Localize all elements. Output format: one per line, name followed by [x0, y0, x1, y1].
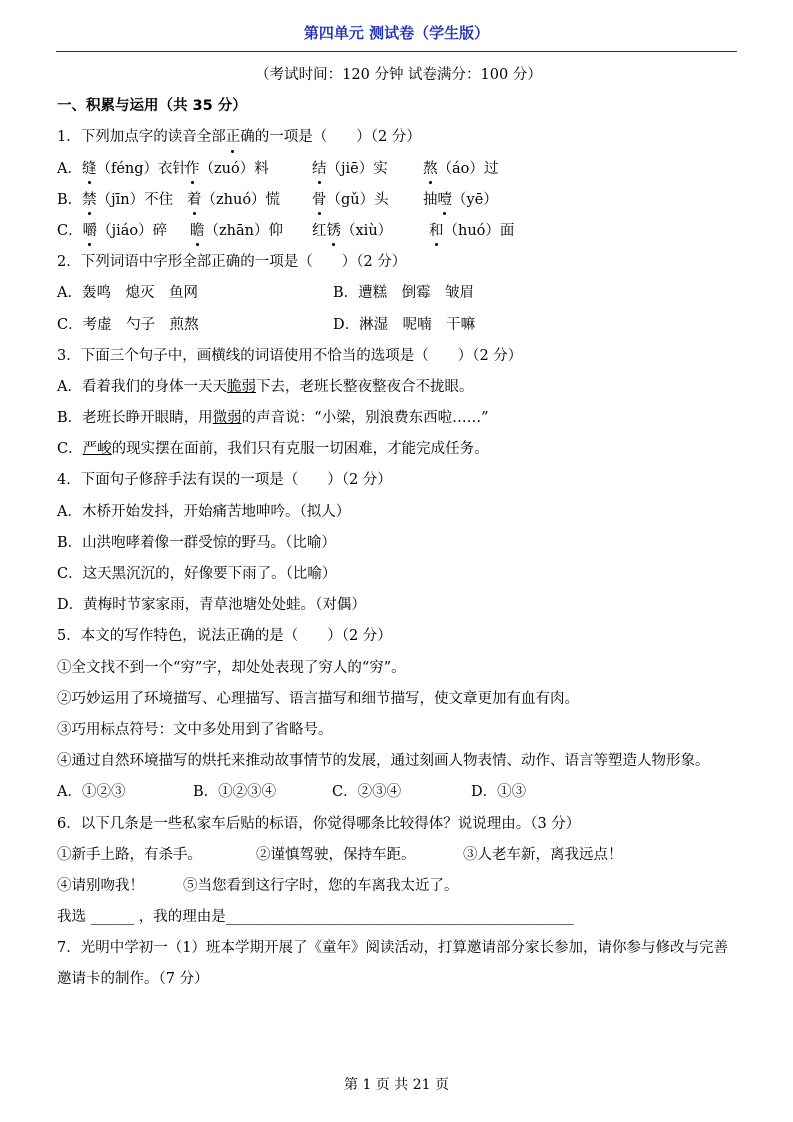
option-b: B．①②③④	[193, 784, 277, 801]
option-text: A．看着我们的身体一天天	[57, 378, 227, 395]
slogan-3: ③人老车新，离我远点！	[463, 846, 623, 863]
dotted-char: 锈	[327, 216, 342, 247]
option-item	[312, 154, 423, 185]
question-3-option-a	[57, 372, 740, 403]
question-4-option-d: D．黄梅时节家家雨，青草池塘处处蛙。（对偶）	[57, 597, 366, 614]
option-pinyin: （zuó）料	[199, 160, 269, 177]
question-5-item-2: ②巧妙运用了环境描写、心理描写、语言描写和细节描写，使文章更加有血有肉。	[57, 690, 579, 707]
dotted-char: 禁	[82, 185, 97, 216]
option-d: D．①③	[471, 784, 527, 801]
question-5-stem: 5．本文的写作特色，说法正确的是（ ）（2 分）	[57, 628, 392, 645]
option-item	[190, 216, 312, 247]
slogan-1: ①新手上路，有杀手。	[57, 846, 202, 863]
option-a: A．①②③	[57, 784, 126, 801]
option-pinyin: （áo）过	[437, 160, 499, 177]
option-prefix: 抽	[423, 191, 438, 208]
question-3-option-b	[57, 403, 740, 434]
header-divider	[56, 51, 737, 52]
option-pinyin: （zhuó）慌	[201, 191, 281, 208]
question-5-item-1: ①全文找不到一个“穷”字，却处处表现了穷人的“穷”。	[57, 659, 406, 676]
option-item	[185, 154, 312, 185]
option-item	[429, 216, 514, 247]
underlined-word: 严峻	[82, 441, 112, 458]
option-pinyin: （jiē）实	[326, 160, 388, 177]
option-pinyin: （jiáo）碎	[97, 222, 168, 239]
option-pinyin: （jīn）不住	[96, 191, 174, 208]
question-2-stem: 2．下列词语中字形全部正确的一项是（ ）（2 分）	[57, 254, 407, 271]
dotted-char: 和	[429, 216, 444, 247]
question-4-option-c: C．这天黑沉沉的，好像要下雨了。（比喻）	[57, 566, 337, 582]
page-header-title: 第四单元 测试卷（学生版）	[303, 24, 490, 42]
question-5-item-3: ③巧用标点符号：文中多处用到了省略号。	[57, 721, 333, 738]
option-item	[57, 154, 188, 185]
question-4-option-b: B．山洪咆哮着像一群受惊的野马。（比喻）	[57, 534, 336, 551]
question-3-stem: 3．下面三个句子中，画横线的词语使用不恰当的选项是（ ）（2 分）	[57, 347, 523, 364]
option-b: B．遭糕 倒霉 皱眉	[333, 285, 475, 302]
option-pinyin: （huó）面	[443, 222, 515, 239]
option-prefix: 红	[312, 222, 327, 239]
question-3-option-c	[57, 434, 740, 465]
option-prefix: C．	[57, 222, 83, 239]
option-prefix: A．	[57, 160, 82, 177]
option-item	[312, 216, 429, 247]
question-5-options	[57, 777, 740, 808]
slogan-2: ②谨慎驾驶，保持车距。	[256, 846, 416, 863]
option-text: C．	[57, 441, 83, 458]
option-pinyin: （xiù）	[341, 222, 393, 239]
option-item	[57, 216, 190, 247]
dotted-char: 嚼	[83, 216, 98, 247]
slogan-4: ④请别吻我！	[57, 877, 144, 894]
question-7-stem: 7．光明中学初一（1）班本学期开展了《童年》阅读活动，打算邀请部分家长参加，请你参与修改与完善邀请卡的制作。（7 分）	[57, 940, 728, 988]
stem-part: 1．下列加点字的读音全部	[57, 129, 226, 146]
option-item	[423, 154, 498, 185]
question-1-option-b	[57, 185, 740, 216]
option-text: 的现实摆在面前，我们只有克服一切困难，才能完成任务。	[111, 441, 489, 458]
dotted-char: 噎	[438, 185, 453, 216]
exam-info: （考试时间：120 分钟 试卷满分：100 分）	[255, 67, 542, 83]
stem-part: 确的一项是（ ）（2 分）	[240, 129, 421, 146]
exam-content	[57, 60, 740, 996]
question-1-option-a	[57, 154, 740, 185]
dotted-char: 瞻	[190, 216, 205, 247]
dotted-char: 正	[226, 122, 241, 153]
page-footer: 第 1 页 共 21 页	[344, 1077, 449, 1093]
option-text: 的声音说：“小梁，别浪费东西啦……”	[241, 410, 489, 427]
question-6-slogans-row1	[57, 840, 740, 871]
option-text: B．老班长睁开眼睛，用	[57, 410, 213, 427]
option-c: C．②③④	[332, 784, 402, 801]
option-prefix: B．	[57, 191, 83, 208]
option-item	[312, 185, 423, 216]
question-1-stem	[57, 122, 740, 153]
question-4-stem: 4．下面句子修辞手法有误的一项是（ ）（2 分）	[57, 472, 392, 489]
option-item	[423, 185, 498, 216]
slogan-5: ⑤当您看到这行字时，您的车离我太近了。	[183, 877, 459, 894]
option-pinyin: （yē）	[452, 191, 498, 208]
option-pinyin: （féng）衣针	[96, 160, 188, 177]
section-title: 一、积累与运用（共 35 分）	[57, 98, 247, 115]
dotted-char: 缝	[82, 154, 97, 185]
option-item	[187, 185, 312, 216]
question-2-options-ab	[57, 278, 740, 309]
dotted-char: 熬	[423, 154, 438, 185]
option-c: C．考虚 勺子 煎熬	[57, 316, 199, 333]
option-d: D．淋湿 呢喃 干嘛	[333, 316, 476, 333]
option-pinyin: （gǔ）头	[326, 191, 389, 208]
option-item	[57, 185, 187, 216]
question-1-option-c	[57, 216, 740, 247]
question-2-options-cd	[57, 310, 740, 341]
dotted-char: 作	[185, 154, 200, 185]
question-5-item-4: ④通过自然环境描写的烘托来推动故事情节的发展，通过刻画人物表情、动作、语言等塑造人物形象。	[57, 753, 710, 770]
question-6-slogans-row2	[57, 871, 740, 902]
underlined-word: 微弱	[212, 410, 242, 427]
option-text: 下去，老班长整夜整夜合不拢眼。	[255, 378, 474, 395]
option-a: A．轰鸣 熄灭 鱼网	[57, 285, 198, 302]
dotted-char: 着	[187, 185, 202, 216]
question-6-answer-line[interactable]: 我选 ______ ，我的理由是________________________________________________	[57, 909, 574, 926]
underlined-word: 脆弱	[226, 378, 256, 395]
question-4-option-a: A．木桥开始发抖，开始痛苦地呻吟。（拟人）	[57, 503, 351, 520]
option-pinyin: （zhān）仰	[204, 222, 283, 239]
dotted-char: 结	[312, 154, 327, 185]
question-6-stem: 6．以下几条是一些私家车后贴的标语，你觉得哪条比较得体？说说理由。（3 分）	[57, 815, 581, 832]
dotted-char: 骨	[312, 185, 327, 216]
